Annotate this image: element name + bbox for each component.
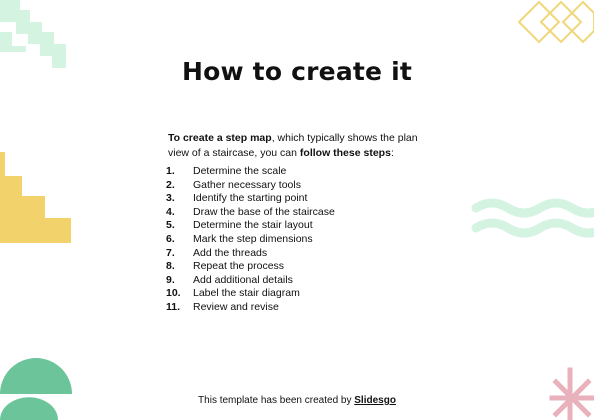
step-item bbox=[166, 260, 335, 274]
intro-bold-tail: follow these steps bbox=[299, 147, 391, 159]
intro-end: : bbox=[390, 147, 394, 159]
step-item bbox=[166, 192, 335, 206]
step-item bbox=[166, 165, 335, 179]
footer-credit bbox=[0, 395, 594, 406]
green-semicircles-shape bbox=[0, 352, 74, 420]
step-number: 4. bbox=[166, 205, 175, 218]
footer-prefix: This template has been created by bbox=[198, 395, 355, 406]
step-number: 10. bbox=[166, 287, 181, 300]
step-item bbox=[166, 247, 335, 261]
step-text: Add the threads bbox=[193, 246, 268, 259]
step-text: Determine the scale bbox=[193, 165, 287, 177]
step-item bbox=[166, 206, 335, 220]
intro-middle: , which typically shows the plan view of a staircase, you can bbox=[168, 132, 418, 159]
step-number: 6. bbox=[166, 232, 175, 245]
mint-waves-shape bbox=[470, 198, 594, 248]
step-text: Draw the base of the staircase bbox=[193, 205, 335, 218]
step-number: 3. bbox=[166, 192, 175, 205]
step-item bbox=[166, 219, 335, 233]
step-text: Label the stair diagram bbox=[193, 287, 300, 300]
step-text: Repeat the process bbox=[193, 260, 285, 273]
steps-list bbox=[166, 165, 335, 315]
step-number: 8. bbox=[166, 260, 175, 273]
slide-title: How to create it bbox=[181, 56, 413, 86]
step-number: 9. bbox=[166, 273, 175, 286]
step-item bbox=[166, 287, 335, 301]
diamond-outline-shape bbox=[515, 0, 594, 48]
step-text: Review and revise bbox=[193, 300, 279, 313]
slidesgo-link[interactable]: Slidesgo bbox=[354, 395, 396, 406]
step-item bbox=[166, 233, 335, 247]
step-item bbox=[166, 179, 335, 193]
step-number: 7. bbox=[166, 246, 175, 259]
step-item bbox=[166, 301, 335, 315]
intro-bold-lead: To create a step map bbox=[168, 132, 272, 144]
step-text: Gather necessary tools bbox=[193, 178, 301, 191]
yellow-stairs-shape bbox=[0, 152, 72, 244]
step-text: Identify the starting point bbox=[193, 192, 308, 205]
intro-paragraph bbox=[168, 131, 438, 161]
step-text: Add additional details bbox=[193, 273, 293, 286]
step-number: 1. bbox=[166, 165, 175, 177]
step-number: 5. bbox=[166, 219, 175, 232]
step-item bbox=[166, 274, 335, 288]
step-text: Mark the step dimensions bbox=[193, 232, 313, 245]
step-text: Determine the stair layout bbox=[193, 219, 313, 232]
step-number: 11. bbox=[166, 300, 181, 313]
pink-cross-shape bbox=[548, 366, 594, 420]
step-number: 2. bbox=[166, 178, 175, 191]
